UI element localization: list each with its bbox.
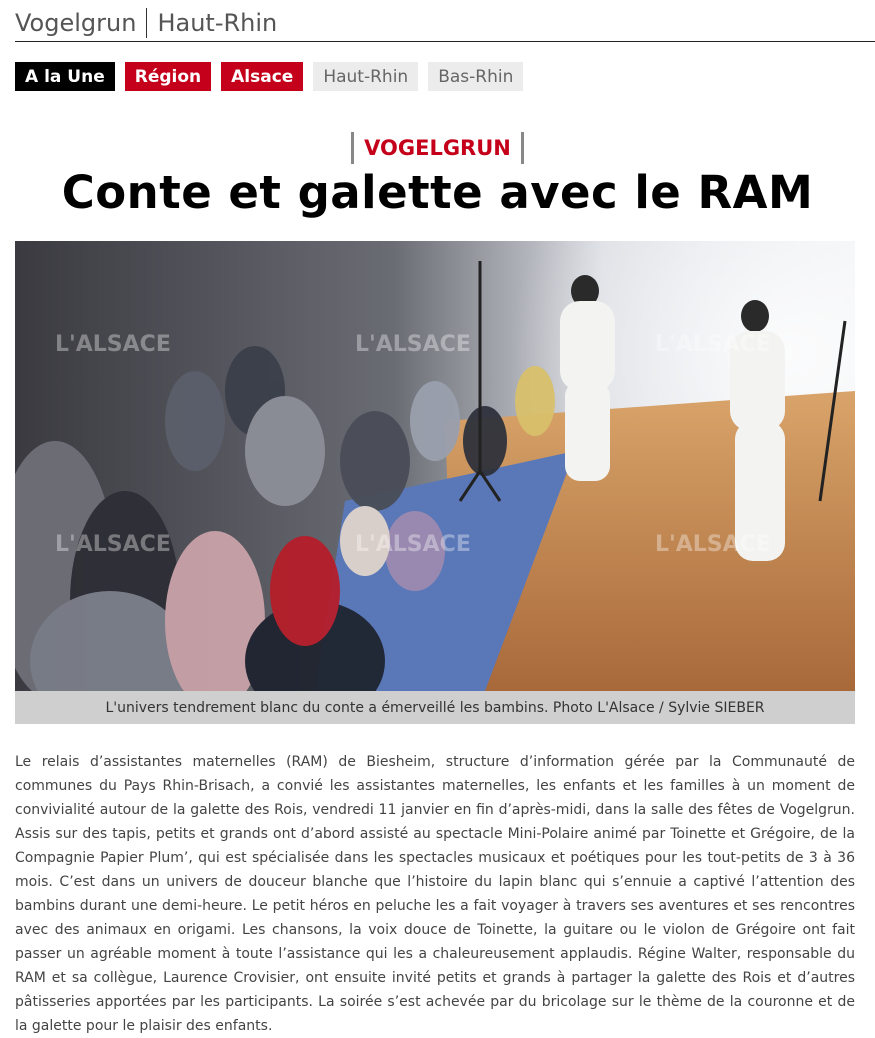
article-kicker [341,132,534,164]
tag-list [15,62,523,91]
kicker-bar-left [351,132,354,164]
tag-a-la-une[interactable]: A la Une [15,62,115,91]
photo-watermark-6: L'ALSACE [655,532,771,557]
photo-illustration [15,241,855,691]
photo-watermark-4: L'ALSACE [55,532,171,557]
breadcrumb [15,4,875,42]
breadcrumb-separator [146,8,147,38]
photo-watermark-3: L'ALSACE [655,332,771,357]
photo-watermark-2: L'ALSACE [355,332,471,357]
kicker-label: VOGELGRUN [364,136,511,160]
tag-haut-rhin[interactable]: Haut-Rhin [313,62,418,91]
tag-bas-rhin[interactable]: Bas-Rhin [428,62,523,91]
kicker-row [0,132,875,164]
photo-caption: L'univers tendrement blanc du conte a émerveillé les bambins. Photo L'Alsace / Sylvie SIEBER [15,691,855,724]
breadcrumb-city[interactable]: Vogelgrun [15,8,137,37]
photo-watermark-1: L'ALSACE [55,332,171,357]
article-photo[interactable] [15,241,855,691]
kicker-bar-right [521,132,524,164]
photo-watermark-5: L'ALSACE [355,532,471,557]
breadcrumb-department[interactable]: Haut-Rhin [157,8,278,37]
tag-region[interactable]: Région [125,62,211,91]
article-title: Conte et galette avec le RAM [61,166,814,219]
article-body: Le relais d’assistantes maternelles (RAM) de Biesheim, structure d’information gérée par la Communauté de communes du Pays Rhin-Brisach, a convié les assistantes maternelles, les enfants et les familles à un moment de convivialité autour de la galette des Rois, vendredi 11 janvier en fin d’après-midi, dans la salle des fêtes de Vogelgrun. Assis sur des tapis, petits et grands ont d’abord assisté au spectacle Mini-Polaire animé par Toinette et Grégoire, de la Compagnie Papier Plum’, qui est spécialisée dans les spectacles musicaux et poétiques pour les tout-petits de 3 à 36 mois. C’est dans un univers de douceur blanche que l’histoire du lapin blanc qui s’ennuie a captivé l’attention des bambins durant une demi-heure. Le petit héros en peluche les a fait voyager à travers ses aventures et ses rencontres avec des animaux en origami. Les chansons, la voix douce de Toinette, la guitare ou le violon de Grégoire ont fait passer un agréable moment à toute l’assistance qui les a chaleureusement applaudis. Régine Walter, responsable du RAM et sa collègue, Laurence Crovisier, ont ensuite invité petits et grands à partager la galette des Rois et d’autres pâtisseries apportées par les participants. La soirée s’est achevée par du bricolage sur le thème de la couronne et de la galette pour le plaisir des enfants. [15,754,855,1034]
tag-alsace[interactable]: Alsace [221,62,303,91]
